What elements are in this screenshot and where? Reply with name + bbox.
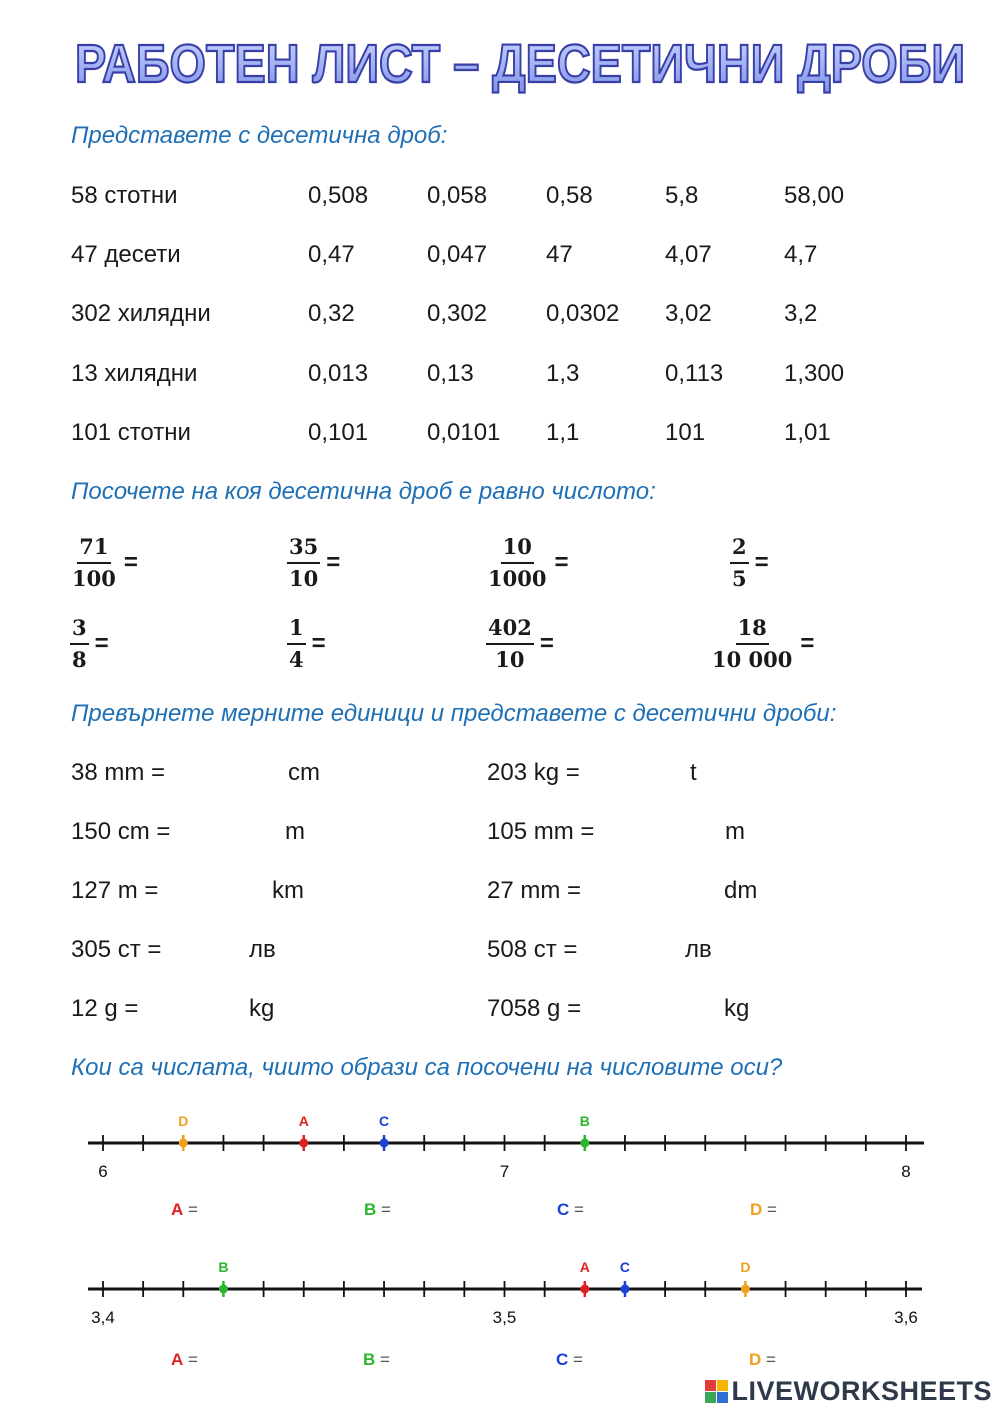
option[interactable]: 0,508 bbox=[308, 182, 369, 209]
answer-letter: C bbox=[556, 1350, 569, 1369]
answer-label-b[interactable] bbox=[363, 1350, 390, 1370]
logo-square bbox=[717, 1380, 728, 1391]
answer-label-a[interactable] bbox=[171, 1200, 198, 1220]
section4-heading: Кои са числата, чиито образи са посочени на числовите оси? bbox=[71, 1054, 783, 1081]
point-marker-d bbox=[179, 1139, 188, 1148]
equals-sign: = bbox=[554, 548, 569, 576]
fraction-numerator: 3 bbox=[70, 615, 89, 645]
watermark-text: LIVEWORKSHEETS bbox=[731, 1376, 992, 1406]
fraction-denominator: 5 bbox=[732, 566, 747, 591]
conversion-unit: km bbox=[272, 877, 304, 904]
option[interactable]: 0,13 bbox=[427, 360, 474, 387]
fraction-numerator: 18 bbox=[736, 615, 769, 645]
option[interactable]: 1,3 bbox=[546, 360, 580, 387]
section3-heading: Превърнете мерните единици и представете с десетични дроби: bbox=[71, 700, 837, 727]
conversion-unit: kg bbox=[724, 995, 750, 1022]
fraction-denominator: 10 bbox=[495, 647, 525, 672]
conversion-unit: лв bbox=[685, 936, 712, 963]
fraction-denominator: 100 bbox=[72, 566, 116, 591]
point-label-b: B bbox=[218, 1259, 229, 1275]
answer-letter: D bbox=[749, 1350, 762, 1369]
option[interactable]: 0,0101 bbox=[427, 419, 501, 446]
fraction-denominator: 1000 bbox=[488, 566, 547, 591]
option[interactable]: 0,101 bbox=[308, 419, 369, 446]
answer-letter: C bbox=[557, 1200, 570, 1219]
point-marker-a bbox=[580, 1285, 589, 1294]
answer-label-d[interactable] bbox=[750, 1200, 777, 1220]
point-marker-a bbox=[299, 1139, 308, 1148]
option[interactable]: 0,302 bbox=[427, 300, 488, 327]
conversion-unit: dm bbox=[724, 877, 758, 904]
point-label-c: C bbox=[378, 1113, 390, 1129]
equals-sign: = bbox=[326, 548, 341, 576]
axis-tick-label: 3,6 bbox=[894, 1308, 918, 1327]
conversion-left: 12 g = bbox=[71, 995, 139, 1022]
equals-sign: = bbox=[123, 548, 138, 576]
option[interactable]: 0,058 bbox=[427, 182, 488, 209]
answer-letter: B bbox=[363, 1350, 376, 1369]
conversion-left: 127 m = bbox=[71, 877, 159, 904]
fraction-numerator: 402 bbox=[486, 615, 534, 645]
option[interactable]: 4,07 bbox=[665, 241, 712, 268]
conversion-left: 305 ст = bbox=[71, 936, 162, 963]
fraction-numerator: 71 bbox=[77, 534, 110, 564]
row-label: 13 хилядни bbox=[71, 360, 198, 387]
number-line-1 bbox=[88, 1113, 924, 1181]
row-label: 47 десети bbox=[71, 241, 181, 268]
row-label: 101 стотни bbox=[71, 419, 191, 446]
answer-equals: = bbox=[188, 1200, 198, 1219]
point-label-d: D bbox=[178, 1113, 189, 1129]
liveworksheets-watermark bbox=[705, 1376, 992, 1407]
option[interactable]: 4,7 bbox=[784, 241, 818, 268]
conversion-unit: лв bbox=[249, 936, 276, 963]
logo-square bbox=[705, 1392, 716, 1403]
section1-heading: Представете с десетична дроб: bbox=[71, 122, 448, 149]
answer-equals: = bbox=[188, 1350, 198, 1369]
liveworksheets-logo-icon bbox=[705, 1380, 728, 1403]
option[interactable]: 101 bbox=[665, 419, 706, 446]
axis-tick-label: 3,5 bbox=[492, 1308, 517, 1327]
answer-letter: A bbox=[171, 1350, 184, 1369]
axis-tick-label: 8 bbox=[901, 1162, 911, 1181]
conversion-left: 203 kg = bbox=[487, 759, 580, 786]
point-label-a: A bbox=[298, 1113, 309, 1129]
answer-label-a[interactable] bbox=[171, 1350, 198, 1370]
fraction-denominator: 10 000 bbox=[712, 647, 793, 672]
answer-letter: A bbox=[171, 1200, 184, 1219]
section2-heading: Посочете на коя десетична дроб е равно числото: bbox=[71, 478, 656, 505]
answer-equals: = bbox=[767, 1200, 777, 1219]
fraction-denominator: 10 bbox=[289, 566, 319, 591]
option[interactable]: 3,02 bbox=[665, 300, 712, 327]
conversion-unit: t bbox=[690, 759, 697, 786]
row-label: 58 стотни bbox=[71, 182, 178, 209]
equals-sign: = bbox=[539, 629, 554, 657]
answer-letter: D bbox=[750, 1200, 763, 1219]
option[interactable]: 47 bbox=[546, 241, 573, 268]
option[interactable]: 0,113 bbox=[665, 360, 724, 387]
fraction-numerator: 2 bbox=[730, 534, 749, 564]
conversion-left: 150 cm = bbox=[71, 818, 171, 845]
point-label-d: D bbox=[740, 1259, 751, 1275]
fraction-denominator: 4 bbox=[289, 647, 304, 672]
equals-sign: = bbox=[94, 629, 109, 657]
point-marker-b bbox=[580, 1139, 589, 1148]
answer-equals: = bbox=[380, 1350, 390, 1369]
fraction-numerator: 35 bbox=[287, 534, 320, 564]
answer-equals: = bbox=[381, 1200, 391, 1219]
point-label-c: C bbox=[619, 1259, 631, 1275]
fraction-numerator: 10 bbox=[501, 534, 534, 564]
conversion-left: 27 mm = bbox=[487, 877, 582, 904]
axis-tick-label: 6 bbox=[98, 1162, 108, 1181]
conversion-unit: m bbox=[725, 818, 745, 845]
option[interactable]: 3,2 bbox=[784, 300, 818, 327]
axis-tick-label: 3,4 bbox=[91, 1308, 115, 1327]
option[interactable]: 0,0302 bbox=[546, 300, 620, 327]
option[interactable]: 1,300 bbox=[784, 360, 845, 387]
option[interactable]: 5,8 bbox=[665, 182, 699, 209]
option[interactable]: 1,01 bbox=[784, 419, 831, 446]
answer-label-c[interactable] bbox=[556, 1350, 583, 1370]
point-marker-c bbox=[620, 1285, 629, 1294]
point-marker-c bbox=[380, 1139, 389, 1148]
answer-label-c[interactable] bbox=[557, 1200, 584, 1220]
row-label: 302 хилядни bbox=[71, 300, 211, 327]
conversion-left: 38 mm = bbox=[71, 759, 166, 786]
equals-sign: = bbox=[754, 548, 769, 576]
option[interactable]: 0,58 bbox=[546, 182, 593, 209]
answer-equals: = bbox=[574, 1200, 584, 1219]
option[interactable]: 0,013 bbox=[308, 360, 369, 387]
answer-letter: B bbox=[364, 1200, 377, 1219]
option[interactable]: 1,1 bbox=[546, 419, 580, 446]
conversion-unit: cm bbox=[288, 759, 320, 786]
answer-equals: = bbox=[573, 1350, 583, 1369]
conversion-left: 105 mm = bbox=[487, 818, 595, 845]
conversion-unit: kg bbox=[249, 995, 275, 1022]
axis-tick-label: 7 bbox=[499, 1162, 510, 1181]
conversion-unit: m bbox=[285, 818, 305, 845]
point-marker-b bbox=[219, 1285, 228, 1294]
logo-square bbox=[717, 1392, 728, 1403]
conversion-left: 7058 g = bbox=[487, 995, 582, 1022]
option[interactable]: 0,47 bbox=[308, 241, 355, 268]
option[interactable]: 0,32 bbox=[308, 300, 355, 327]
equals-sign: = bbox=[800, 629, 815, 657]
number-line-2 bbox=[88, 1259, 922, 1327]
option[interactable]: 0,047 bbox=[427, 241, 488, 268]
title-text: РАБОТЕН ЛИСТ – ДЕСЕТИЧНИ ДРОБИ bbox=[75, 34, 965, 94]
point-label-a: A bbox=[579, 1259, 590, 1275]
fraction-numerator: 1 bbox=[287, 615, 306, 645]
answer-label-d[interactable] bbox=[749, 1350, 776, 1370]
equals-sign: = bbox=[311, 629, 326, 657]
point-marker-d bbox=[741, 1285, 750, 1294]
point-label-b: B bbox=[579, 1113, 590, 1129]
fraction-denominator: 8 bbox=[72, 647, 87, 672]
answer-equals: = bbox=[766, 1350, 776, 1369]
option[interactable]: 58,00 bbox=[784, 182, 845, 209]
conversion-left: 508 ст = bbox=[487, 936, 578, 963]
logo-square bbox=[705, 1380, 716, 1391]
answer-label-b[interactable] bbox=[364, 1200, 391, 1220]
